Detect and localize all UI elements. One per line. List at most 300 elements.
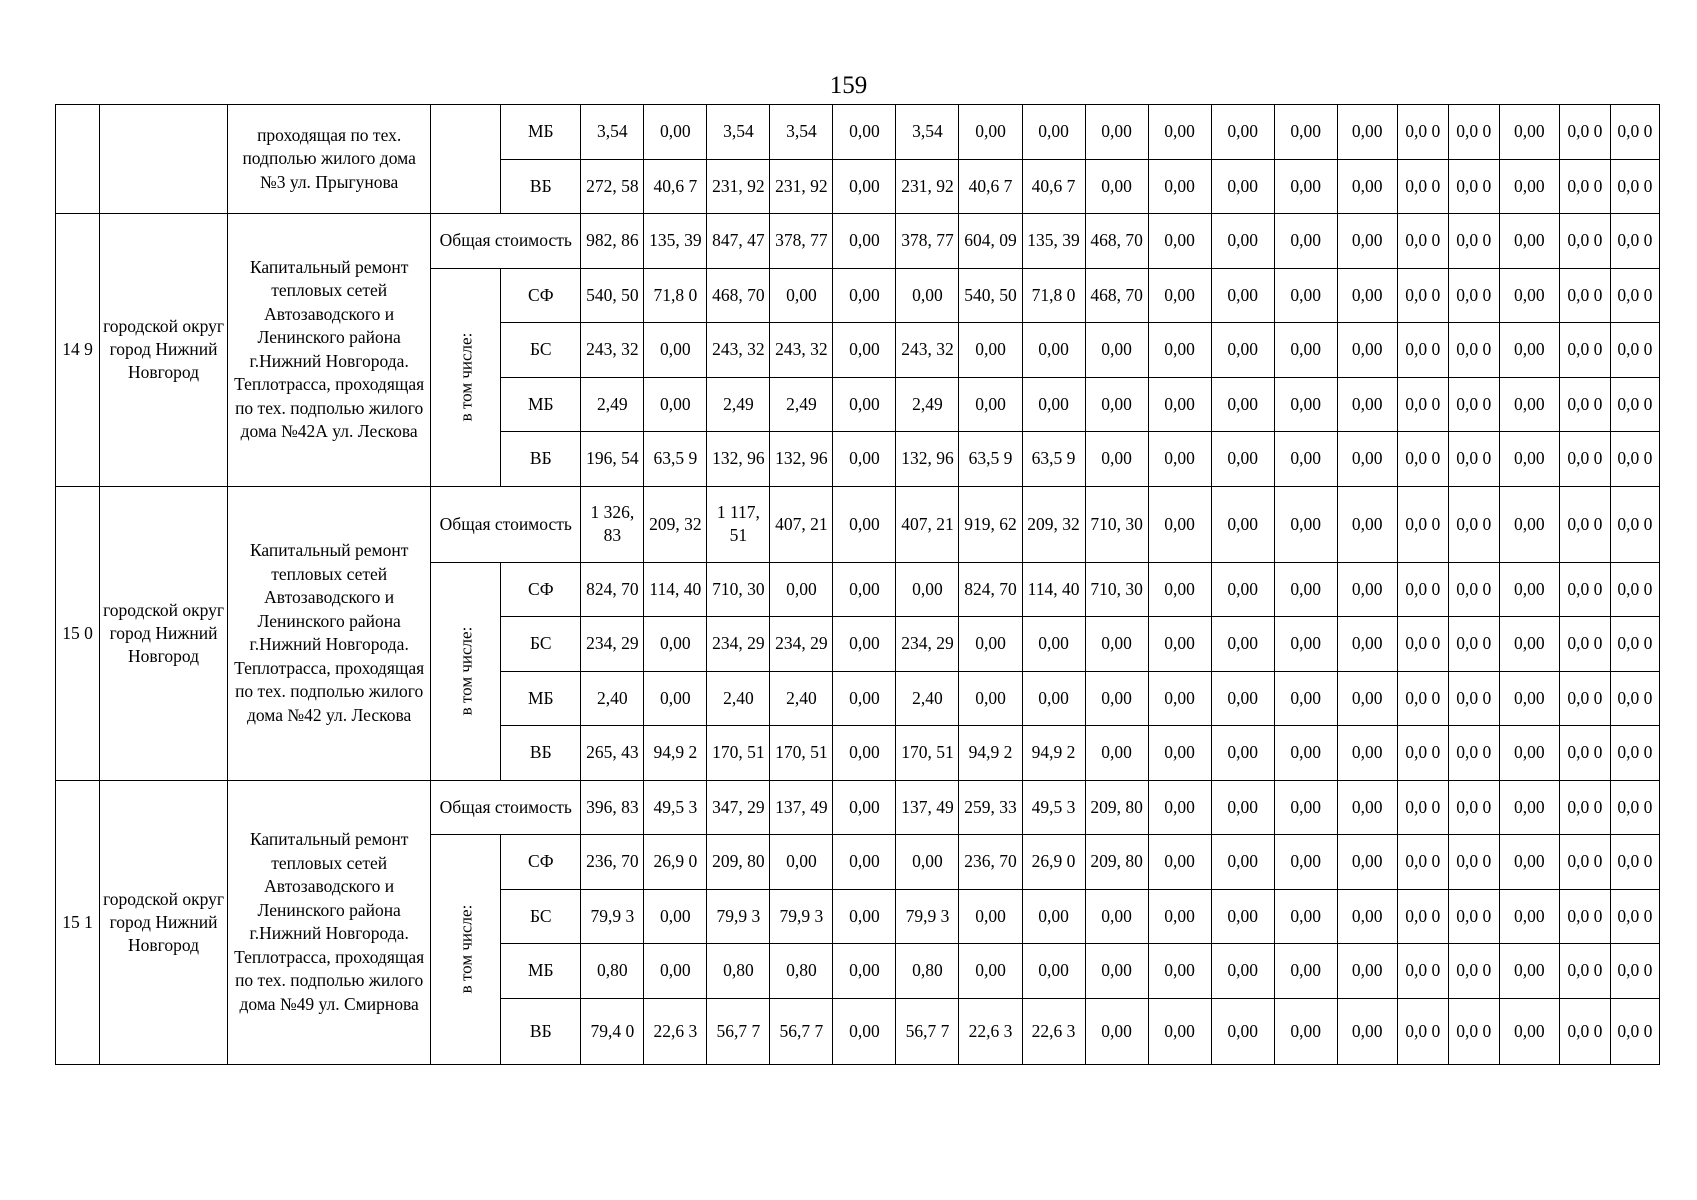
value-cell: 0,0 0 (1397, 726, 1448, 781)
value-cell: 2,49 (896, 377, 959, 432)
value-cell: 710, 30 (1085, 486, 1148, 562)
value-cell: 0,00 (833, 726, 896, 781)
value-cell: 79,9 3 (707, 889, 770, 944)
value-cell: 0,0 0 (1559, 944, 1610, 999)
value-cell: 982, 86 (581, 214, 644, 269)
value-cell: 0,00 (1022, 944, 1085, 999)
value-cell: 0,00 (1499, 105, 1559, 160)
value-cell: 0,0 0 (1559, 617, 1610, 672)
value-cell: 0,0 0 (1448, 617, 1499, 672)
value-cell: 0,00 (896, 835, 959, 890)
value-cell: 0,0 0 (1559, 780, 1610, 835)
value-cell: 3,54 (770, 105, 833, 160)
value-cell: 0,0 0 (1448, 726, 1499, 781)
value-cell: 0,0 0 (1448, 432, 1499, 487)
value-cell: 0,00 (1499, 889, 1559, 944)
value-cell: 132, 96 (770, 432, 833, 487)
value-cell: 0,0 0 (1448, 780, 1499, 835)
value-cell: 0,00 (1337, 159, 1397, 214)
value-cell: 0,0 0 (1610, 780, 1659, 835)
value-cell: 0,00 (1022, 889, 1085, 944)
including-vertical-label (431, 835, 501, 1065)
value-cell: 0,00 (1499, 671, 1559, 726)
value-cell: 0,00 (1274, 105, 1337, 160)
value-cell: 0,0 0 (1559, 214, 1610, 269)
value-cell: 0,00 (1211, 486, 1274, 562)
value-cell: 0,0 0 (1448, 159, 1499, 214)
value-cell: 0,0 0 (1397, 214, 1448, 269)
value-cell: 22,6 3 (644, 998, 707, 1064)
value-cell: 0,00 (833, 617, 896, 672)
value-cell: 56,7 7 (707, 998, 770, 1064)
value-cell: 0,00 (1148, 998, 1211, 1064)
value-cell: 0,00 (1022, 671, 1085, 726)
value-cell: 3,54 (707, 105, 770, 160)
value-cell: 0,00 (1085, 323, 1148, 378)
including-label-text: в том числе: (456, 332, 476, 422)
value-cell: 0,0 0 (1397, 835, 1448, 890)
value-cell: 0,0 0 (1559, 377, 1610, 432)
value-cell: 40,6 7 (1022, 159, 1085, 214)
value-cell: 0,0 0 (1559, 323, 1610, 378)
value-cell: 0,00 (1337, 105, 1397, 160)
value-cell: 231, 92 (770, 159, 833, 214)
municipality-cell: городской округ город Нижний Новгород (100, 214, 228, 487)
value-cell: 0,00 (833, 998, 896, 1064)
value-cell: 94,9 2 (644, 726, 707, 781)
value-cell: 0,00 (770, 562, 833, 617)
value-cell: 170, 51 (707, 726, 770, 781)
fund-code-cell: МБ (501, 377, 581, 432)
value-cell: 0,0 0 (1559, 486, 1610, 562)
value-cell: 94,9 2 (1022, 726, 1085, 781)
value-cell: 0,00 (1148, 377, 1211, 432)
value-cell: 824, 70 (959, 562, 1022, 617)
value-cell: 196, 54 (581, 432, 644, 487)
description-cell: Капитальный ремонт тепловых сетей Автозаводского и Ленинского района г.Нижний Новгорода. Теплотрасса, проходящая по тех. подполью жилого дома №42А ул. Лескова (228, 214, 431, 487)
value-cell: 63,5 9 (1022, 432, 1085, 487)
value-cell: 132, 96 (896, 432, 959, 487)
value-cell: 0,00 (1211, 998, 1274, 1064)
value-cell: 63,5 9 (959, 432, 1022, 487)
value-cell: 0,00 (1085, 726, 1148, 781)
value-cell: 0,00 (1148, 835, 1211, 890)
value-cell: 79,9 3 (770, 889, 833, 944)
value-cell: 0,00 (1022, 323, 1085, 378)
value-cell: 0,00 (1499, 268, 1559, 323)
fund-code-cell: МБ (501, 944, 581, 999)
fund-code-cell: СФ (501, 268, 581, 323)
value-cell: 0,00 (833, 889, 896, 944)
value-cell: 1 326, 83 (581, 486, 644, 562)
value-cell: 170, 51 (770, 726, 833, 781)
value-cell: 0,0 0 (1448, 268, 1499, 323)
value-cell: 0,00 (833, 105, 896, 160)
value-cell: 0,00 (1148, 944, 1211, 999)
value-cell: 0,0 0 (1559, 432, 1610, 487)
value-cell: 847, 47 (707, 214, 770, 269)
value-cell: 272, 58 (581, 159, 644, 214)
value-cell: 0,00 (959, 323, 1022, 378)
value-cell: 0,0 0 (1610, 835, 1659, 890)
value-cell: 0,00 (1337, 835, 1397, 890)
value-cell: 0,0 0 (1610, 889, 1659, 944)
value-cell: 2,49 (581, 377, 644, 432)
value-cell: 0,00 (1499, 377, 1559, 432)
value-cell: 407, 21 (770, 486, 833, 562)
value-cell: 0,00 (1148, 486, 1211, 562)
value-cell: 0,00 (1211, 432, 1274, 487)
value-cell: 236, 70 (581, 835, 644, 890)
value-cell: 0,00 (1499, 780, 1559, 835)
value-cell: 0,00 (833, 835, 896, 890)
value-cell: 0,00 (1274, 889, 1337, 944)
value-cell: 0,00 (959, 671, 1022, 726)
value-cell: 0,00 (1211, 944, 1274, 999)
value-cell: 2,49 (770, 377, 833, 432)
value-cell: 0,00 (833, 214, 896, 269)
value-cell: 0,00 (1211, 105, 1274, 160)
value-cell: 0,00 (833, 780, 896, 835)
value-cell: 0,00 (1499, 944, 1559, 999)
value-cell: 0,00 (1211, 268, 1274, 323)
value-cell: 0,0 0 (1559, 671, 1610, 726)
value-cell: 209, 80 (1085, 835, 1148, 890)
value-cell: 0,00 (1085, 617, 1148, 672)
value-cell: 231, 92 (896, 159, 959, 214)
table-row (56, 486, 1660, 562)
fund-code-cell: ВБ (501, 432, 581, 487)
value-cell: 0,0 0 (1610, 562, 1659, 617)
value-cell: 0,00 (833, 486, 896, 562)
value-cell: 3,54 (581, 105, 644, 160)
value-cell: 0,00 (959, 617, 1022, 672)
value-cell: 0,00 (1499, 486, 1559, 562)
entry-number-cell: 15 1 (56, 780, 100, 1064)
fund-code-cell: БС (501, 889, 581, 944)
value-cell: 79,9 3 (896, 889, 959, 944)
value-cell: 0,00 (1022, 377, 1085, 432)
fund-code-cell: МБ (501, 671, 581, 726)
value-cell: 0,00 (1499, 159, 1559, 214)
value-cell: 0,0 0 (1397, 562, 1448, 617)
value-cell: 0,00 (1274, 780, 1337, 835)
including-label-text: в том числе: (456, 626, 476, 716)
value-cell: 0,0 0 (1448, 323, 1499, 378)
value-cell: 0,0 0 (1448, 944, 1499, 999)
value-cell: 0,00 (1274, 998, 1337, 1064)
entry-number-cell: 14 9 (56, 214, 100, 487)
including-cell (431, 105, 501, 214)
entry-number-cell (56, 105, 100, 214)
municipality-cell: городской округ город Нижний Новгород (100, 780, 228, 1064)
value-cell: 243, 32 (581, 323, 644, 378)
value-cell: 0,00 (959, 377, 1022, 432)
financing-table (55, 104, 1660, 1065)
value-cell: 0,00 (1499, 835, 1559, 890)
value-cell: 0,80 (581, 944, 644, 999)
value-cell: 0,00 (833, 268, 896, 323)
value-cell: 710, 30 (707, 562, 770, 617)
value-cell: 347, 29 (707, 780, 770, 835)
value-cell: 0,00 (1274, 323, 1337, 378)
value-cell: 234, 29 (581, 617, 644, 672)
description-cell: Капитальный ремонт тепловых сетей Автозаводского и Ленинского района г.Нижний Новгорода. Теплотрасса, проходящая по тех. подполью жилого дома №42 ул. Лескова (228, 486, 431, 780)
value-cell: 135, 39 (1022, 214, 1085, 269)
value-cell: 0,00 (1274, 432, 1337, 487)
value-cell: 0,00 (1337, 214, 1397, 269)
value-cell: 0,00 (644, 944, 707, 999)
value-cell: 0,00 (1148, 562, 1211, 617)
value-cell: 0,0 0 (1397, 323, 1448, 378)
value-cell: 0,00 (1148, 780, 1211, 835)
value-cell: 0,00 (1499, 617, 1559, 672)
value-cell: 40,6 7 (644, 159, 707, 214)
value-cell: 0,00 (1274, 726, 1337, 781)
value-cell: 0,00 (1085, 998, 1148, 1064)
value-cell: 0,0 0 (1610, 944, 1659, 999)
fund-code-cell: МБ (501, 105, 581, 160)
fund-code-cell: ВБ (501, 159, 581, 214)
value-cell: 0,00 (1211, 617, 1274, 672)
value-cell: 0,00 (1148, 159, 1211, 214)
value-cell: 0,00 (1337, 323, 1397, 378)
value-cell: 0,0 0 (1448, 377, 1499, 432)
value-cell: 0,00 (1337, 562, 1397, 617)
value-cell: 0,0 0 (1448, 486, 1499, 562)
value-cell: 0,0 0 (1610, 105, 1659, 160)
value-cell: 0,0 0 (1397, 944, 1448, 999)
value-cell: 0,00 (1499, 323, 1559, 378)
including-label-text: в том числе: (456, 904, 476, 994)
table-row (56, 780, 1660, 835)
value-cell: 0,00 (1211, 889, 1274, 944)
value-cell: 468, 70 (1085, 268, 1148, 323)
value-cell: 0,00 (1085, 159, 1148, 214)
value-cell: 0,80 (896, 944, 959, 999)
value-cell: 0,00 (1337, 268, 1397, 323)
value-cell: 0,0 0 (1397, 105, 1448, 160)
value-cell: 94,9 2 (959, 726, 1022, 781)
value-cell: 0,00 (1148, 726, 1211, 781)
value-cell: 0,00 (1085, 105, 1148, 160)
value-cell: 0,0 0 (1397, 889, 1448, 944)
value-cell: 0,00 (1211, 780, 1274, 835)
value-cell: 236, 70 (959, 835, 1022, 890)
value-cell: 0,0 0 (1397, 486, 1448, 562)
value-cell: 0,00 (644, 105, 707, 160)
value-cell: 0,00 (959, 105, 1022, 160)
value-cell: 2,40 (770, 671, 833, 726)
value-cell: 0,00 (833, 432, 896, 487)
value-cell: 0,00 (1499, 726, 1559, 781)
value-cell: 0,00 (1337, 377, 1397, 432)
value-cell: 0,0 0 (1610, 159, 1659, 214)
including-vertical-label (431, 562, 501, 780)
description-cell: проходящая по тех. подполью жилого дома №3 ул. Прыгунова (228, 105, 431, 214)
value-cell: 0,00 (1022, 617, 1085, 672)
value-cell: 396, 83 (581, 780, 644, 835)
value-cell: 234, 29 (770, 617, 833, 672)
value-cell: 26,9 0 (1022, 835, 1085, 890)
value-cell: 209, 32 (644, 486, 707, 562)
value-cell: 710, 30 (1085, 562, 1148, 617)
value-cell: 0,00 (1085, 889, 1148, 944)
entry-number-cell: 15 0 (56, 486, 100, 780)
description-cell: Капитальный ремонт тепловых сетей Автозаводского и Ленинского района г.Нижний Новгорода. Теплотрасса, проходящая по тех. подполью жилого дома №49 ул. Смирнова (228, 780, 431, 1064)
value-cell: 0,00 (833, 323, 896, 378)
value-cell: 137, 49 (896, 780, 959, 835)
value-cell: 265, 43 (581, 726, 644, 781)
value-cell: 0,00 (1148, 671, 1211, 726)
value-cell: 2,40 (707, 671, 770, 726)
value-cell: 0,0 0 (1397, 268, 1448, 323)
value-cell: 0,00 (1337, 486, 1397, 562)
value-cell: 0,00 (1274, 159, 1337, 214)
value-cell: 71,8 0 (1022, 268, 1085, 323)
value-cell: 0,0 0 (1610, 617, 1659, 672)
value-cell: 0,0 0 (1448, 889, 1499, 944)
value-cell: 0,00 (833, 671, 896, 726)
value-cell: 0,00 (1211, 214, 1274, 269)
including-vertical-label (431, 268, 501, 486)
value-cell: 0,0 0 (1559, 105, 1610, 160)
value-cell: 0,00 (896, 562, 959, 617)
value-cell: 604, 09 (959, 214, 1022, 269)
value-cell: 234, 29 (896, 617, 959, 672)
value-cell: 0,00 (770, 268, 833, 323)
value-cell: 0,0 0 (1610, 671, 1659, 726)
value-cell: 540, 50 (959, 268, 1022, 323)
value-cell: 0,00 (1337, 617, 1397, 672)
value-cell: 243, 32 (707, 323, 770, 378)
fund-code-cell: БС (501, 617, 581, 672)
value-cell: 0,0 0 (1610, 323, 1659, 378)
value-cell: 0,0 0 (1559, 562, 1610, 617)
value-cell: 0,00 (644, 889, 707, 944)
value-cell: 0,00 (833, 562, 896, 617)
value-cell: 468, 70 (707, 268, 770, 323)
value-cell: 0,00 (1211, 671, 1274, 726)
total-cost-label: Общая стоимость (431, 780, 581, 835)
value-cell: 0,00 (1211, 377, 1274, 432)
total-cost-label: Общая стоимость (431, 214, 581, 269)
value-cell: 0,00 (833, 377, 896, 432)
value-cell: 0,0 0 (1610, 486, 1659, 562)
value-cell: 0,00 (644, 671, 707, 726)
value-cell: 0,00 (959, 889, 1022, 944)
value-cell: 0,0 0 (1610, 268, 1659, 323)
value-cell: 0,0 0 (1448, 562, 1499, 617)
value-cell: 0,0 0 (1397, 432, 1448, 487)
value-cell: 0,00 (1211, 562, 1274, 617)
value-cell: 0,00 (1499, 998, 1559, 1064)
value-cell: 135, 39 (644, 214, 707, 269)
value-cell: 0,00 (1085, 944, 1148, 999)
value-cell: 0,00 (1337, 944, 1397, 999)
value-cell: 0,0 0 (1397, 998, 1448, 1064)
value-cell: 0,0 0 (1559, 998, 1610, 1064)
value-cell: 0,80 (707, 944, 770, 999)
value-cell: 0,00 (1274, 486, 1337, 562)
value-cell: 0,0 0 (1397, 159, 1448, 214)
value-cell: 0,00 (1148, 432, 1211, 487)
value-cell: 0,00 (1148, 323, 1211, 378)
value-cell: 0,00 (1148, 268, 1211, 323)
value-cell: 209, 32 (1022, 486, 1085, 562)
value-cell: 231, 92 (707, 159, 770, 214)
value-cell: 824, 70 (581, 562, 644, 617)
value-cell: 0,0 0 (1397, 780, 1448, 835)
value-cell: 114, 40 (644, 562, 707, 617)
value-cell: 0,0 0 (1448, 214, 1499, 269)
value-cell: 2,40 (581, 671, 644, 726)
value-cell: 209, 80 (707, 835, 770, 890)
value-cell: 79,9 3 (581, 889, 644, 944)
value-cell: 0,00 (1148, 214, 1211, 269)
value-cell: 0,00 (1337, 889, 1397, 944)
value-cell: 0,0 0 (1610, 726, 1659, 781)
value-cell: 132, 96 (707, 432, 770, 487)
value-cell: 0,00 (1022, 105, 1085, 160)
value-cell: 209, 80 (1085, 780, 1148, 835)
value-cell: 0,0 0 (1448, 105, 1499, 160)
value-cell: 79,4 0 (581, 998, 644, 1064)
value-cell: 0,0 0 (1448, 671, 1499, 726)
fund-code-cell: БС (501, 323, 581, 378)
value-cell: 0,0 0 (1397, 671, 1448, 726)
value-cell: 0,00 (1274, 617, 1337, 672)
value-cell: 56,7 7 (896, 998, 959, 1064)
value-cell: 0,00 (644, 617, 707, 672)
value-cell: 0,00 (833, 944, 896, 999)
value-cell: 1 117, 51 (707, 486, 770, 562)
value-cell: 0,00 (1337, 671, 1397, 726)
fund-code-cell: ВБ (501, 726, 581, 781)
value-cell: 3,54 (896, 105, 959, 160)
value-cell: 540, 50 (581, 268, 644, 323)
table-row (56, 214, 1660, 269)
value-cell: 919, 62 (959, 486, 1022, 562)
value-cell: 0,0 0 (1397, 617, 1448, 672)
value-cell: 0,00 (1211, 835, 1274, 890)
value-cell: 0,00 (770, 835, 833, 890)
value-cell: 0,0 0 (1559, 835, 1610, 890)
value-cell: 243, 32 (770, 323, 833, 378)
value-cell: 0,00 (1148, 105, 1211, 160)
value-cell: 0,0 0 (1559, 726, 1610, 781)
value-cell: 0,00 (896, 268, 959, 323)
value-cell: 0,0 0 (1610, 998, 1659, 1064)
value-cell: 243, 32 (896, 323, 959, 378)
value-cell: 40,6 7 (959, 159, 1022, 214)
value-cell: 0,0 0 (1559, 159, 1610, 214)
value-cell: 0,00 (1499, 214, 1559, 269)
value-cell: 0,00 (1274, 377, 1337, 432)
value-cell: 170, 51 (896, 726, 959, 781)
value-cell: 0,00 (1337, 726, 1397, 781)
value-cell: 0,00 (644, 323, 707, 378)
value-cell: 234, 29 (707, 617, 770, 672)
value-cell: 0,00 (1274, 835, 1337, 890)
value-cell: 0,00 (1274, 268, 1337, 323)
value-cell: 0,00 (1148, 889, 1211, 944)
value-cell: 0,00 (1274, 944, 1337, 999)
value-cell: 0,0 0 (1559, 889, 1610, 944)
value-cell: 378, 77 (770, 214, 833, 269)
value-cell: 0,0 0 (1397, 377, 1448, 432)
value-cell: 0,00 (1274, 562, 1337, 617)
